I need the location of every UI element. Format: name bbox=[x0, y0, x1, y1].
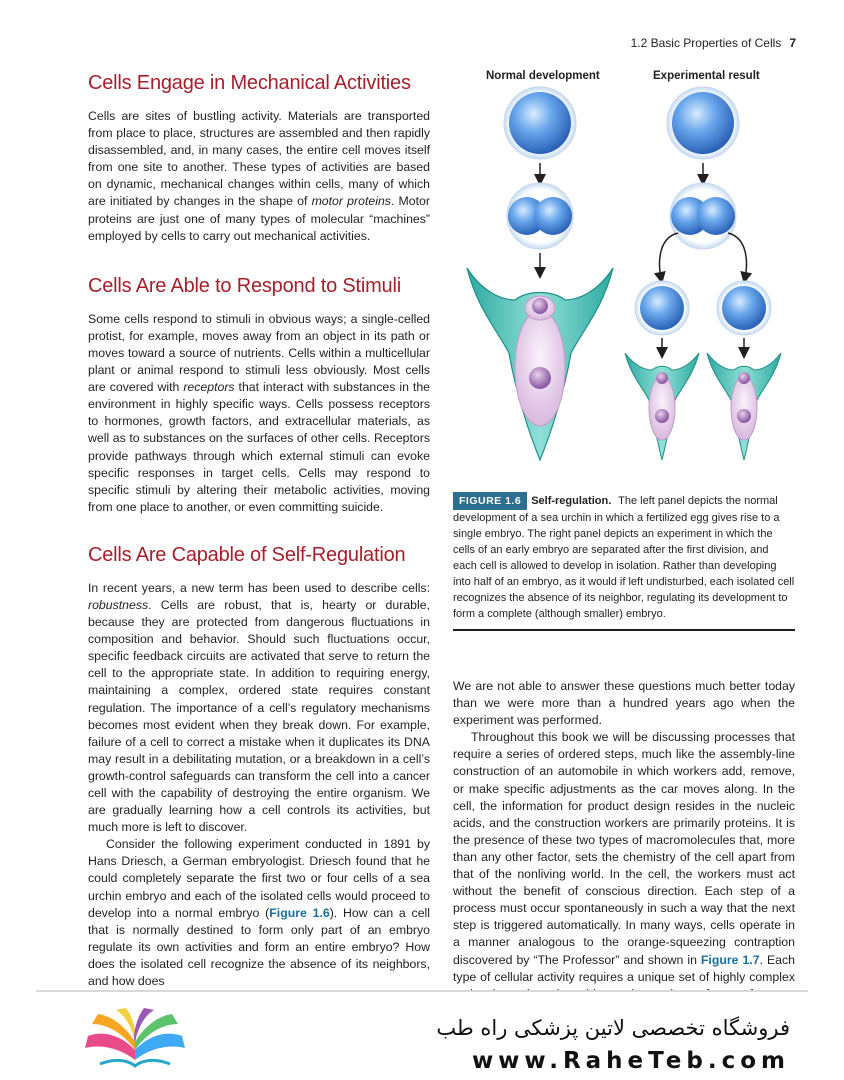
fertilized-egg bbox=[504, 87, 576, 159]
figure-title-normal: Normal development bbox=[486, 70, 600, 82]
right-column bbox=[453, 678, 795, 1003]
experimental-egg bbox=[667, 87, 739, 159]
arrow-split-left bbox=[660, 233, 678, 278]
para-right-2: Throughout this book we will be discussing processes that require a series of ordered steps, much like the assembly-line construction of an automobile in which workers add, remove, or make specific adjustments as the car moves along. In the cell, the information for product design resides in the nucleic acids, and the construction workers are primarily proteins. It is the presence of these two types of macromolecules that, more than any other factor, sets the chemistry of the cell apart from that of the nonliving world. In the cell, the workers must act without the benefit of conscious direction. Each step of a process must occur spontaneously in such a way that the next step is triggered automatically. In many ways, cells operate in a manner analogous to the orange-squeezing contraption discovered by “The Professor” and shown in Figure 1.7. Each type of cellular activity requires a unique set of highly complex bbox=[453, 730, 795, 984]
footer-divider bbox=[36, 990, 808, 992]
book-logo-icon bbox=[80, 1008, 190, 1070]
para-stimuli: Some cells respond to stimuli in obvious ways; a single-celled protist, for example, moves away from an object in its path or moves toward a source of nutrients. Cells within a multicellular plant or animal respond to stimuli less obviously. Most cells are covered with receptors that interact with substances in the environment in highly specific ways. Cells possess receptors to hormones, growth factors, and extracellular materials, as well as to substances on the surfaces of other cells. Receptors provide pathways through which external stimuli can evoke specific responses in target cells. Cells may respond to specific stimuli by altering their metabolic activities, moving from one place to another, or even committing suicide. bbox=[88, 311, 430, 514]
figure-label: FIGURE 1.6 bbox=[453, 492, 527, 510]
running-head-section: 1.2 Basic Properties of Cells bbox=[630, 36, 782, 50]
heading-stimuli: Cells Are Able to Respond to Stimuli bbox=[88, 274, 401, 297]
isolated-cell-right bbox=[717, 281, 771, 335]
figure-1-7-link[interactable]: Figure 1.7 bbox=[700, 952, 760, 967]
figure-illustration bbox=[453, 68, 795, 483]
arrow-split-right bbox=[728, 233, 746, 278]
page-number: 7 bbox=[789, 36, 796, 50]
experimental-two-cell bbox=[670, 183, 736, 249]
isolated-cell-left bbox=[635, 281, 689, 335]
caption-rule bbox=[453, 629, 795, 631]
sea-urchin-larva bbox=[467, 268, 613, 460]
heading-mechanical: Cells Engage in Mechanical Activities bbox=[88, 72, 411, 94]
figure-title-experimental: Experimental result bbox=[653, 70, 760, 82]
para-mechanical: Cells are sites of bustling activity. Materials are transported from place to place, structures are assembled and then rapidly disassembled, and, in many cases, the entire cell moves itself from one site to another. These types of activities are based on dynamic, mechanical changes within cells, many of which are initiated by changes in the shape of motor proteins. Motor proteins are just one of many types of molecular “machines” employed by cells to carry out mechanical activities. bbox=[88, 109, 430, 243]
para-selfreg-2: Consider the following experiment conducted in 1891 by Hans Driesch, a German embryologist. Driesch found that he could completely separate the first two or four cells of a sea urchin embryo and each of the isolated cells would proceed to develop into a normal embryo (Figure 1.6). How can a cell that is normally destined to form only part of an embryo regulate its own activities and form an entire embryo? How does the isolated cell recognize the absence of its neighbors, and how does bbox=[88, 837, 430, 989]
figure-1-6-link[interactable]: Figure 1.6 bbox=[269, 905, 330, 920]
heading-selfreg: Cells Are Capable of Self-Regulation bbox=[88, 543, 406, 566]
figure-1-6 bbox=[453, 68, 795, 483]
caption-title: Self-regulation. bbox=[531, 495, 612, 507]
caption-text: The left panel depicts the normal development of a sea urchin in which a fertilized egg gives rise to a single embryo. The right panel depicts an experiment in which the cells of an early embryo are separated after the first division, and each cell is allowed to develop in isolation. Rather than developing into half of an embryo, as it would if left undisturbed, each isolated cell recognizes the absence of its neighbor, regulating its development to form a complete (although smaller) embryo. bbox=[453, 495, 795, 620]
figure-caption bbox=[453, 492, 795, 622]
small-larva-right bbox=[707, 353, 781, 460]
small-larva-left bbox=[625, 353, 699, 460]
para-selfreg-1: In recent years, a new term has been used to describe cells: robustness. Cells are robust, that is, hearty or durable, because they are protected from dangerous fluctuations in composition and behavior. Should such fluctuations occur, specific feedback circuits are activated that serve to return the cell to the appropriate state. In addition to requiring energy, maintaining a complex, ordered state requires constant regulation. The importance of a cell’s regulatory mechanisms becomes most evident when they break down. For example, failure of a cell to correct a mistake when it duplicates its DNA may result in a debilitating mutation, or a breakdown in a cell’s growth-control safeguards can transform the cell into a cancer cell with the capability of destroying the entire organism. We are gradually learning how a cell controls its activities, but much more is left to discover. bbox=[88, 580, 430, 835]
two-cell-embryo bbox=[507, 183, 573, 249]
para-right-1: We are not able to answer these questions much better today than we were more than a hundred years ago when the experiment was performed. bbox=[453, 679, 795, 728]
left-column bbox=[88, 70, 430, 990]
footer-url[interactable]: www.RaheTeb.com bbox=[471, 1048, 790, 1074]
running-head bbox=[631, 36, 796, 50]
footer-store-name: فروشگاه تخصصی لاتین پزشکی راه طب bbox=[436, 1016, 790, 1040]
